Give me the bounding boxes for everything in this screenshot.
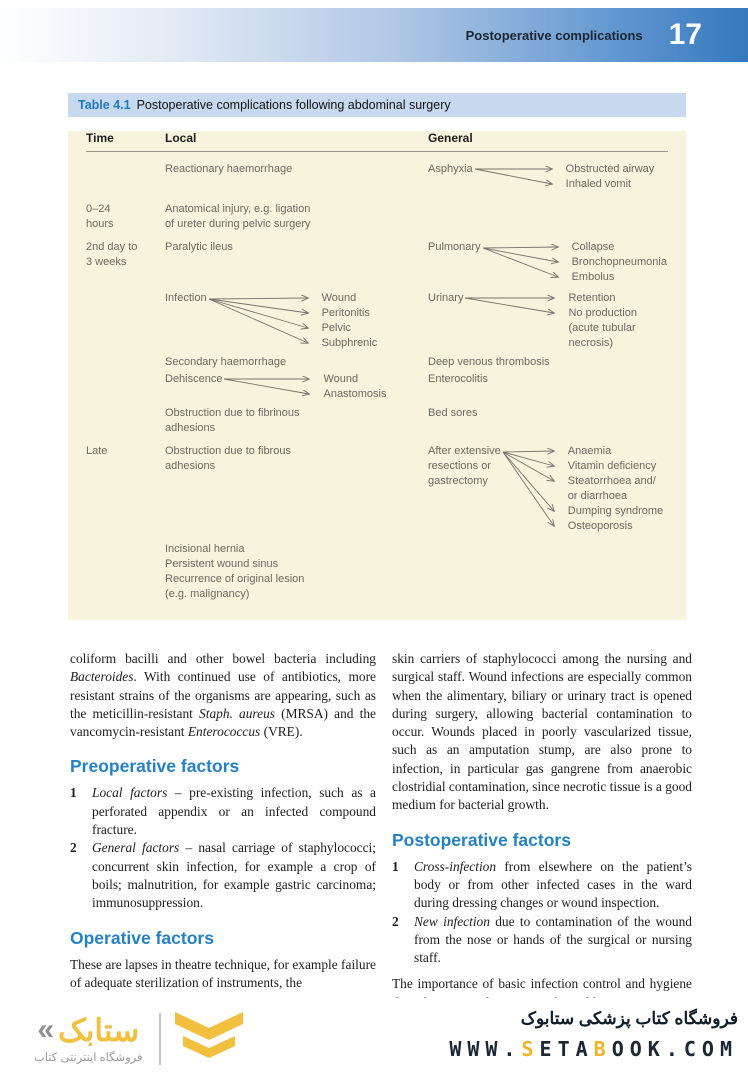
cell-general [428,162,668,192]
article-column-right [392,650,692,1012]
logo-wordmark-text: ستابک [58,1012,140,1048]
table-caption-title: Postoperative complications following abdominal surgery [136,98,451,112]
table-row [86,240,668,285]
table-row [86,444,668,534]
page-header-bar [0,8,748,62]
fan-diagram-dehiscence: Dehiscence Wound Anastomosis [165,373,387,400]
cell-time [86,542,165,602]
table-row [86,372,668,402]
cell-local: Obstruction due to fibrous adhesions [165,445,291,472]
list-item [70,839,376,912]
list-item [392,858,692,913]
list-item [392,913,692,968]
table-row [86,542,668,602]
cell-local [165,372,428,402]
cell-general [428,444,668,534]
fan-diagram-pulmonary: Pulmonary Collapse Bronchopneumonia Embolus [428,241,667,283]
logo-wordmark-block [34,1012,143,1064]
list-text: Local factors – pre-existing infection, such as a perforated appendix or an infected compound fracture. [92,785,376,838]
cell-time [86,162,165,192]
cell-general [428,240,668,285]
page-number: 17 [668,18,702,51]
cell-general: Bed sores [428,407,478,419]
footer-persian-title: فروشگاه کتاب پزشکی ستابوک [520,1009,738,1028]
paragraph: coliform bacilli and other bowel bacteria including Bacteroides. With continued use of antibiotics, more resistant strains of the organisms are appearing, such as the meticillin-resistant Staph. aureus (MRSA) and the vancomycin-resistant Enterococcus (VRE). [70,651,376,740]
table-row [86,406,668,436]
column-header-general: General [428,131,473,145]
cell-local: Incisional hernia Persistent wound sinus Recurrence of original lesion (e.g. malignancy) [165,543,305,600]
footer-site-url: WWW.SETABOOK.COM [449,1036,738,1061]
list-number: 2 [70,840,77,856]
list-text: Cross-infection from elsewhere on the patient’s body or from other infected cases in the ward during dressing changes or wound inspection. [414,858,692,911]
fan-diagram-urinary: Urinary Retention No production (acute tubular necrosis) [428,292,637,349]
cell-local: Anatomical injury, e.g. ligation of ureter during pelvic surgery [165,203,311,230]
cell-time [86,372,165,402]
cell-general [428,291,668,351]
fan-arrows-icon [222,372,318,402]
cell-local: Obstruction due to fibrinous adhesions [165,407,300,434]
table-row [86,291,668,351]
list-number: 1 [392,858,399,874]
table-caption-label: Table 4.1 [78,98,131,112]
fan-diagram-asphyxia: Asphyxia Obstructed airway Inhaled vomit [428,163,655,190]
logo-tagline: فروشگاه اینترنتی کتاب [34,1051,143,1064]
fan-arrows-icon [481,240,567,285]
table-column-headers [86,131,668,145]
section-heading-operative: Operative factors [70,927,214,948]
column-header-local: Local [165,131,197,145]
cell-general [428,542,668,602]
footer-site-block [449,1006,738,1061]
cell-general [428,202,668,232]
list-text: General factors – nasal carriage of staphylococci; concurrent skin infection, for example a crop of boils; malnutrition, for example gastric carcinoma; immunosuppression. [92,840,376,911]
fan-arrows-icon [207,291,317,351]
list-text: New infection due to contamination of the wound from the nose or hands of the surgical or nursing staff. [414,913,692,966]
table-header-rule [86,151,668,152]
table-row [86,202,668,232]
cell-time [86,355,165,370]
cell-local: Secondary haemorrhage [165,356,287,368]
list-number: 1 [70,785,77,801]
fan-arrows-icon [463,291,563,321]
paragraph: The importance of basic infection control and hygiene [392,976,692,992]
section-heading-postoperative: Postoperative factors [392,829,571,850]
table-row [86,355,668,370]
logo-divider [159,1013,161,1065]
column-header-time: Time [86,131,114,145]
setabook-logo [34,1010,245,1068]
fan-diagram-resections: After extensive resections or gastrectomy Anaemia Vitamin deficiency Steatorrhoea and/ or diarrhoea Dumping syndrome Osteoporosis [428,445,664,532]
table-4-1 [68,93,686,620]
table-row [86,162,668,192]
cell-time: 2nd day to 3 weeks [86,241,138,268]
cell-local [165,291,428,351]
list-item [70,784,376,839]
logo-chevron-glyph: « [37,1013,55,1046]
list-number: 2 [392,913,399,929]
cell-local: Reactionary haemorrhage [165,163,293,175]
cell-general: Enterocolitis [428,373,488,385]
running-head-title: Postoperative complications [465,27,643,43]
fan-diagram-infection: Infection Wound Peritonitis Pelvic Subphrenic [165,292,378,349]
cell-time: Late [86,445,108,457]
paragraph: These are lapses in theatre technique, for example failure of adequate sterilization of instruments, the [70,956,376,990]
cell-time: 0–24 hours [86,203,114,230]
cell-general: Deep venous thrombosis [428,356,550,368]
chevrons-emblem-icon [173,1010,245,1068]
fan-arrows-icon [501,444,563,534]
paragraph: skin carriers of staphylococci among the nursing and surgical staff. Wound infections are especially common when the alimentary, biliary or urinary tract is opened during surgery, allowing bacterial contamination to occur. Wounds placed in poorly vascularized tissue, such as an amputation stump, are also prone to infection, in particular gas gangrene from anaerobic clostridial contamination, since necrotic tissue is a good medium for bacterial growth. [392,651,692,813]
section-heading-preoperative: Preoperative factors [70,756,240,777]
fan-arrows-icon [473,162,561,192]
table-body [68,131,686,620]
cell-time [86,406,165,436]
table-caption [68,93,686,117]
cell-local: Paralytic ileus [165,241,233,253]
article-body [70,650,692,1012]
article-column-left [70,650,376,1012]
footer-watermark [0,998,748,1080]
cell-time [86,291,165,351]
